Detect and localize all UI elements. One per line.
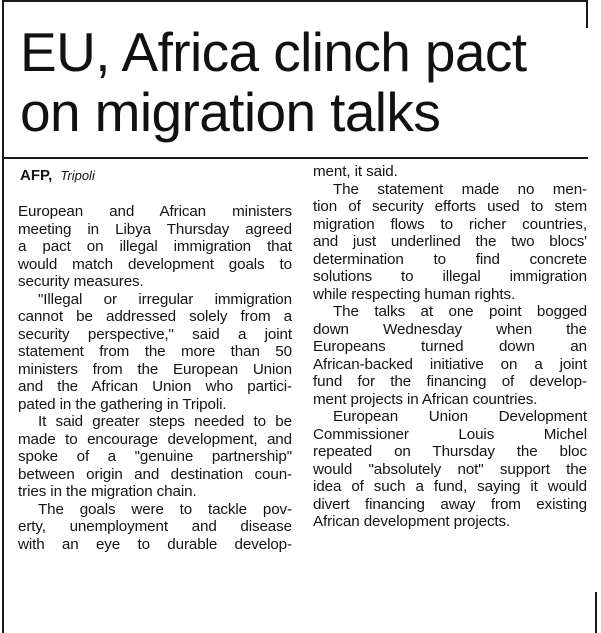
text-line: divert financing away from existing: [313, 495, 587, 513]
text-line: between origin and destination coun-: [18, 465, 292, 483]
page-border-top: [2, 0, 588, 2]
text-line: meeting in Libya Thursday agreed: [18, 220, 292, 238]
headline-line-2: on migration talks: [20, 81, 441, 143]
text-line: statement from the more than 50: [18, 343, 292, 360]
byline-place: Tripoli: [60, 168, 95, 183]
text-line: would match development goals to: [18, 255, 292, 273]
text-line: determination to find concrete: [313, 250, 587, 268]
text-line: It said greater steps needed to be: [38, 413, 292, 430]
text-line: tries in the migration chain.: [18, 483, 197, 500]
article-column-2: [313, 163, 587, 531]
text-line: tion of security efforts used to stem: [313, 198, 587, 215]
text-line: down Wednesday when the: [313, 320, 587, 338]
text-line: security perspective," said a joint: [18, 325, 292, 343]
page-border-right-lower: [595, 592, 597, 633]
text-line: while respecting human rights.: [313, 285, 516, 303]
text-line: cannot be addressed solely from a: [18, 308, 292, 325]
text-line: migration flows to richer countries,: [313, 215, 587, 233]
article-column-1: [18, 203, 292, 553]
text-line: pated in the gathering in Tripoli.: [18, 395, 227, 413]
text-line: ministers from the European Union: [18, 360, 292, 378]
byline: [20, 167, 95, 185]
text-line: would "absolutely not" support the: [313, 460, 587, 478]
article-headline: [20, 22, 590, 142]
text-line: African-backed initiative on a joint: [313, 355, 587, 373]
text-line: erty, unemployment and disease: [18, 518, 292, 535]
text-line: Commissioner Louis Michel: [313, 425, 587, 443]
text-line: solutions to illegal immigration: [313, 268, 587, 285]
text-line: a pact on illegal immigration that: [18, 238, 292, 255]
text-line: and just underlined the two blocs': [313, 233, 587, 250]
text-line: fund for the financing of develop-: [313, 373, 587, 390]
text-line: made to encourage development, and: [18, 430, 292, 448]
text-line: The goals were to tackle pov-: [38, 500, 292, 518]
headline-rule: [4, 157, 588, 159]
headline-line-1: EU, Africa clinch pact: [20, 21, 527, 83]
text-line: and the African Union who partici-: [18, 378, 292, 395]
text-line: "Illegal or irregular immigration: [38, 290, 292, 308]
text-line: ment projects in African countries.: [313, 390, 538, 408]
text-line: spoke of a "genuine partnership": [18, 448, 292, 465]
text-line: African development projects.: [313, 513, 511, 530]
text-line: The statement made no men-: [333, 180, 587, 198]
text-line: ment, it said.: [313, 163, 398, 180]
byline-agency: AFP,: [20, 167, 53, 184]
text-line: European and African ministers: [18, 203, 292, 220]
text-line: European Union Development: [333, 408, 587, 425]
text-line: repeated on Thursday the bloc: [313, 443, 587, 460]
text-line: idea of such a fund, saying it would: [313, 478, 587, 495]
text-line: security measures.: [18, 273, 144, 290]
text-line: with an eye to durable develop-: [18, 535, 292, 553]
text-line: The talks at one point bogged: [333, 303, 587, 320]
page-border-left: [2, 0, 4, 633]
text-line: Europeans turned down an: [313, 338, 587, 355]
